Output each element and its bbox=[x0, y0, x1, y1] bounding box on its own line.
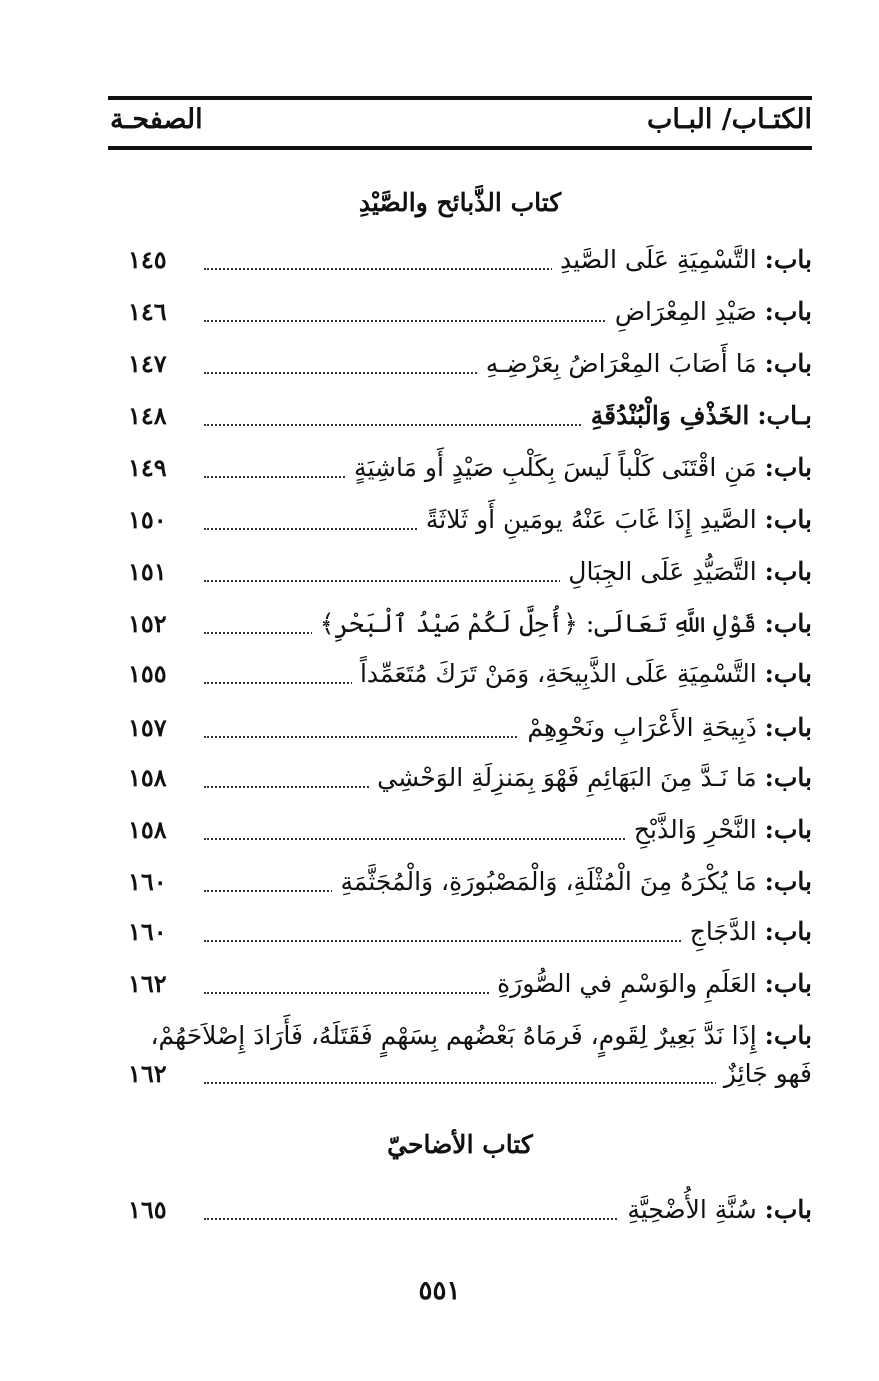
entry-label: باب: bbox=[764, 453, 812, 482]
entry-page: ١٥٥ bbox=[128, 659, 167, 688]
entry-text bbox=[489, 969, 812, 998]
entry-title: مَنِ اقْتَنَى كَلْباً لَيسَ بِكَلْبِ صَيْدٍ أَو مَاشِيَةٍ bbox=[354, 453, 757, 482]
entry-text bbox=[519, 713, 812, 742]
entry-page: ١٤٦ bbox=[128, 297, 167, 326]
entry-title: التَّسْمِيَةِ عَلَى الصَّيدِ bbox=[560, 245, 757, 274]
toc-entry bbox=[108, 1184, 812, 1230]
page-number: ٥٥١ bbox=[418, 1276, 461, 1306]
entry-label: باب: bbox=[764, 763, 812, 792]
entry-page: ١٤٨ bbox=[128, 401, 167, 430]
entry-title-continuation: فَهو جَائِزٌ bbox=[716, 1059, 812, 1088]
toc-entry bbox=[108, 442, 812, 488]
header-top-rule bbox=[108, 96, 812, 100]
header-bottom-rule bbox=[108, 146, 812, 150]
entry-title: سُنَّةِ الأُضْحِيَّةِ bbox=[627, 1195, 757, 1224]
toc-entry bbox=[108, 856, 812, 902]
entry-text bbox=[478, 349, 812, 378]
entry-label: باب: bbox=[764, 609, 812, 638]
toc-entry bbox=[108, 390, 812, 436]
entry-page: ١٦٢ bbox=[128, 969, 167, 998]
entry-text bbox=[418, 505, 812, 534]
entry-title: النَّحْرِ وَالذَّبْحِ bbox=[633, 815, 757, 844]
entry-page: ١٦٠ bbox=[128, 917, 167, 946]
entry-title: صَيْدِ المِعْرَاضِ bbox=[614, 297, 757, 326]
section-title: كتاب الأضاحيّ bbox=[387, 1130, 533, 1159]
section-title: كتاب الذَّبائح والصَّيْدِ bbox=[358, 188, 562, 217]
entry-label: باب: bbox=[764, 1195, 812, 1224]
entry-text bbox=[332, 867, 812, 896]
header-chapter-title: الكتـاب/ البـاب bbox=[646, 104, 812, 135]
entry-text bbox=[346, 453, 812, 482]
entry-title: العَلَمِ والوَسْمِ في الصُّورَةِ bbox=[497, 969, 757, 998]
entry-page: ١٤٥ bbox=[128, 245, 167, 274]
entry-label: باب: bbox=[764, 557, 812, 586]
entry-title: الدَّجَاجِ bbox=[689, 917, 757, 946]
entry-label: باب: bbox=[764, 969, 812, 998]
toc-entry bbox=[108, 598, 812, 644]
entry-page: ١٦٥ bbox=[128, 1195, 167, 1224]
entry-label: باب: bbox=[764, 659, 812, 688]
entry-page: ١٥٢ bbox=[128, 609, 167, 638]
entry-text bbox=[583, 401, 812, 430]
entry-text bbox=[312, 609, 812, 638]
entry-label: باب: bbox=[764, 297, 812, 326]
entry-text bbox=[682, 917, 812, 946]
entry-title: مَا أَصَابَ المِعْرَاضُ بِعَرْضِـهِ bbox=[485, 349, 757, 378]
entry-label: باب: bbox=[764, 505, 812, 534]
entry-page: ١٤٧ bbox=[128, 349, 167, 378]
entry-text bbox=[352, 659, 812, 688]
entry-label: باب: bbox=[764, 713, 812, 742]
toc-entry bbox=[108, 958, 812, 1004]
entry-title: التَّصَيُّدِ عَلَى الجِبَالِ bbox=[568, 557, 757, 586]
toc-entry bbox=[108, 494, 812, 540]
entry-page: ١٦٠ bbox=[128, 867, 167, 896]
entry-text bbox=[369, 763, 812, 792]
entry-page: ١٥٨ bbox=[128, 815, 167, 844]
toc-entry bbox=[108, 804, 812, 850]
toc-entry bbox=[108, 1010, 812, 1094]
entry-label: بـاب: bbox=[757, 401, 812, 430]
entry-title: مَا نَـدَّ مِنَ البَهَائِمِ فَهْوَ بِمَنزِلَةِ الوَحْشِي bbox=[377, 763, 757, 792]
entry-label: باب: bbox=[764, 815, 812, 844]
entry-page: ١٥٠ bbox=[128, 505, 167, 534]
entry-text bbox=[619, 1195, 812, 1224]
toc-entry bbox=[108, 338, 812, 384]
entry-page: ١٥٨ bbox=[128, 763, 167, 792]
entry-text bbox=[626, 815, 812, 844]
entry-text bbox=[552, 245, 812, 274]
entry-page: ١٥٧ bbox=[128, 713, 167, 742]
toc-entry bbox=[108, 286, 812, 332]
entry-label: باب: bbox=[764, 867, 812, 896]
toc-entry bbox=[108, 546, 812, 592]
toc-entry bbox=[108, 906, 812, 952]
entry-label: باب: bbox=[764, 349, 812, 378]
header-page-title: الصفحـة bbox=[110, 104, 203, 135]
toc-entry bbox=[108, 648, 812, 694]
entry-title: إِذَا نَدَّ بَعِيرٌ لِقَومٍ، فَرمَاهُ بَعْضُهم بِسَهْمٍ فَقَتَلَهُ، فَأَرَادَ إِصْلاَحَهُمْ، bbox=[150, 1021, 757, 1050]
entry-title: قَوْلِ اللَّهِ تَعَالَى: ﴿أُحِلَّ لَكُمْ صَيْدُ ٱلْبَحْرِ﴾ bbox=[319, 609, 757, 638]
entry-page: ١٦٢ bbox=[128, 1059, 167, 1088]
entry-title: الصَّيدِ إِذَا غَابَ عَنْهُ يومَينِ أَو ثَلاثَةً bbox=[425, 505, 757, 534]
entry-title: الخَذْفِ وَالْبُنْدُقَةِ bbox=[590, 401, 750, 430]
entry-title: ذَبِيحَةِ الأَعْرَابِ ونَحْوِهِمْ bbox=[527, 713, 757, 742]
entry-text bbox=[560, 557, 812, 586]
entry-title: مَا يُكْرَهُ مِنَ الْمُثْلَةِ، وَالْمَصْبُورَةِ، وَالْمُجَثَّمَةِ bbox=[340, 867, 757, 896]
toc-entry bbox=[108, 234, 812, 280]
entry-title: التَّسْمِيَةِ عَلَى الذَّبِيحَةِ، وَمَنْ تَرَكَ مُتَعَمِّداً bbox=[359, 659, 757, 688]
entry-page: ١٤٩ bbox=[128, 453, 167, 482]
entry-page: ١٥١ bbox=[128, 557, 167, 586]
entry-label: باب: bbox=[764, 245, 812, 274]
entry-label: باب: bbox=[764, 1021, 812, 1050]
entry-text bbox=[607, 297, 812, 326]
toc-entry bbox=[108, 752, 812, 798]
toc-entry bbox=[108, 702, 812, 748]
entry-label: باب: bbox=[764, 917, 812, 946]
entry-text bbox=[150, 1021, 812, 1050]
